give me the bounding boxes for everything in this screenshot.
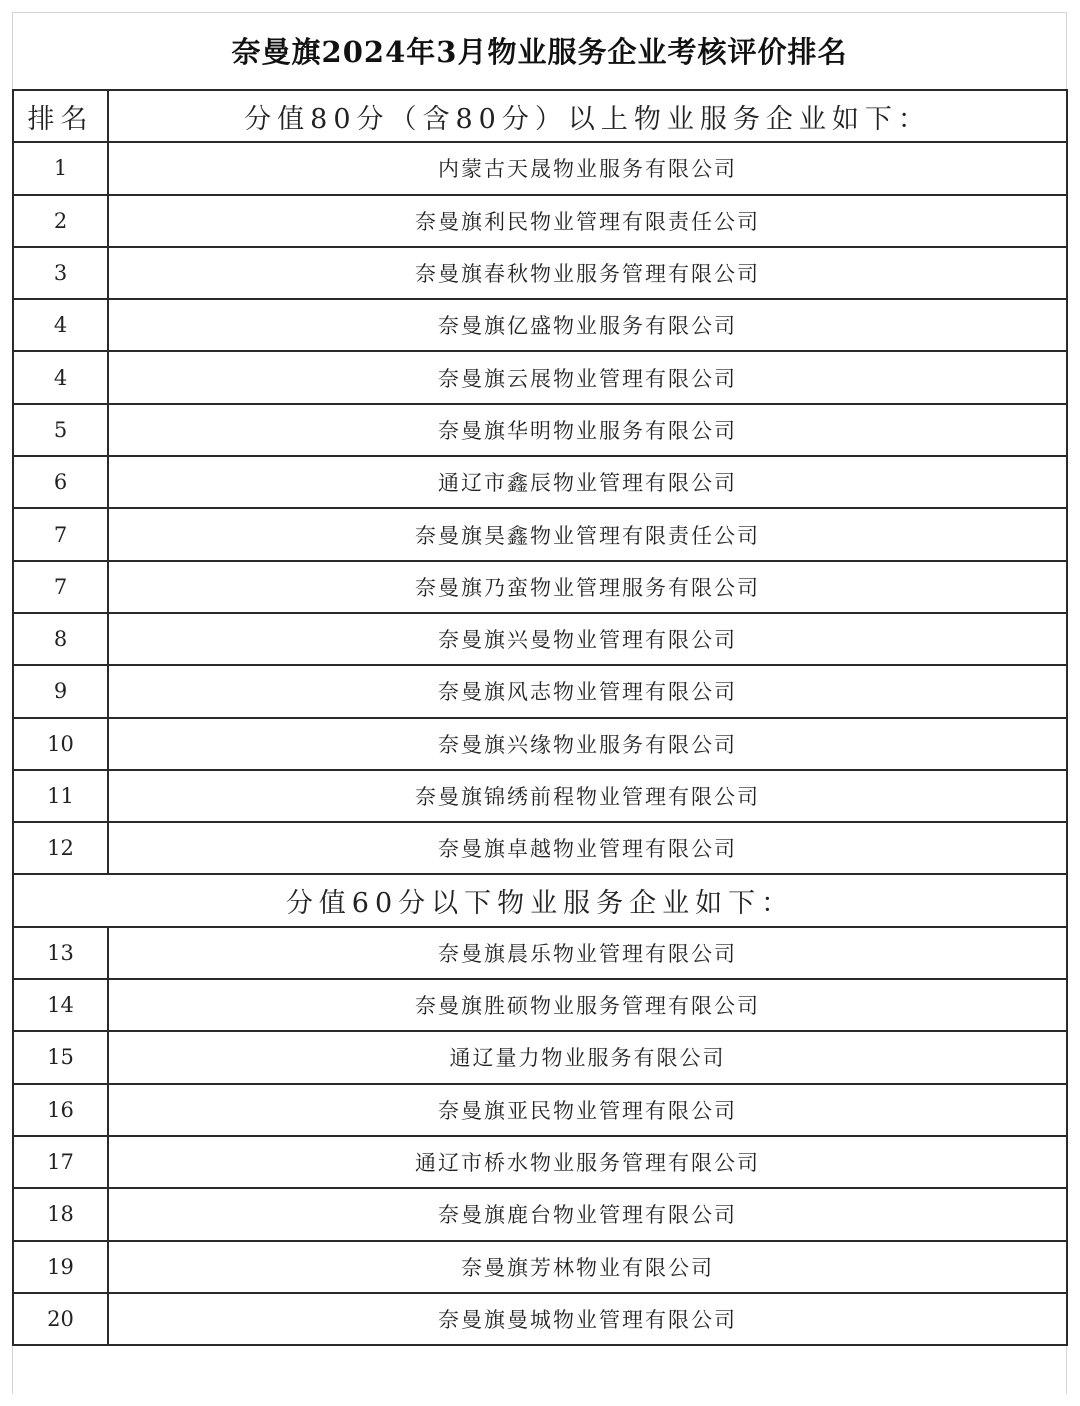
company-name-cell: 奈曼旗兴缘物业服务有限公司 (108, 718, 1067, 770)
table-header-row (13, 90, 1067, 142)
company-name-cell: 奈曼旗华明物业服务有限公司 (108, 404, 1067, 456)
table-row (13, 979, 1067, 1031)
table-row (13, 299, 1067, 351)
rank-cell: 4 (13, 351, 108, 403)
company-name-cell: 奈曼旗乃蛮物业管理服务有限公司 (108, 561, 1067, 613)
table-row (13, 1084, 1067, 1136)
company-name-cell: 内蒙古天晟物业服务有限公司 (108, 142, 1067, 194)
company-name-cell: 奈曼旗芳林物业有限公司 (108, 1241, 1067, 1293)
company-name-cell: 奈曼旗晨乐物业管理有限公司 (108, 927, 1067, 979)
table-row (13, 1241, 1067, 1293)
rank-cell: 4 (13, 299, 108, 351)
rank-cell: 6 (13, 456, 108, 508)
rank-cell: 10 (13, 718, 108, 770)
rank-cell: 7 (13, 561, 108, 613)
rank-cell: 19 (13, 1241, 108, 1293)
rank-cell: 15 (13, 1031, 108, 1083)
company-name-cell: 奈曼旗昊鑫物业管理有限责任公司 (108, 508, 1067, 560)
rank-cell: 16 (13, 1084, 108, 1136)
section2-header-row (13, 874, 1067, 926)
company-name-cell: 奈曼旗春秋物业服务管理有限公司 (108, 247, 1067, 299)
rank-cell: 3 (13, 247, 108, 299)
rank-cell: 1 (13, 142, 108, 194)
ranking-table (12, 89, 1068, 1346)
table-row (13, 195, 1067, 247)
company-name-cell: 奈曼旗鹿台物业管理有限公司 (108, 1188, 1067, 1240)
table-row (13, 927, 1067, 979)
company-name-cell: 奈曼旗风志物业管理有限公司 (108, 665, 1067, 717)
table-row (13, 561, 1067, 613)
company-name-cell: 奈曼旗卓越物业管理有限公司 (108, 822, 1067, 874)
company-name-cell: 奈曼旗利民物业管理有限责任公司 (108, 195, 1067, 247)
table-row (13, 770, 1067, 822)
rank-cell: 11 (13, 770, 108, 822)
table-row (13, 1293, 1067, 1345)
table-row (13, 1188, 1067, 1240)
table-row (13, 456, 1067, 508)
company-name-cell: 通辽市桥水物业服务管理有限公司 (108, 1136, 1067, 1188)
rank-cell: 9 (13, 665, 108, 717)
company-name-cell: 奈曼旗兴曼物业管理有限公司 (108, 613, 1067, 665)
rank-cell: 7 (13, 508, 108, 560)
table-row (13, 613, 1067, 665)
rank-cell: 18 (13, 1188, 108, 1240)
table-row (13, 142, 1067, 194)
table-row (13, 1031, 1067, 1083)
company-name-cell: 通辽市鑫辰物业管理有限公司 (108, 456, 1067, 508)
section2-header: 分值60分以下物业服务企业如下： (13, 874, 1067, 926)
table-row (13, 351, 1067, 403)
rank-cell: 13 (13, 927, 108, 979)
company-name-cell: 奈曼旗曼城物业管理有限公司 (108, 1293, 1067, 1345)
table-row (13, 665, 1067, 717)
table-row (13, 404, 1067, 456)
section1-header: 分值80分（含80分）以上物业服务企业如下： (108, 90, 1067, 142)
page-title: 奈曼旗2024年3月物业服务企业考核评价排名 (231, 35, 848, 69)
rank-cell: 14 (13, 979, 108, 1031)
company-name-cell: 奈曼旗亚民物业管理有限公司 (108, 1084, 1067, 1136)
rank-cell: 8 (13, 613, 108, 665)
rank-cell: 12 (13, 822, 108, 874)
table-row (13, 718, 1067, 770)
table-row (13, 822, 1067, 874)
table-row (13, 508, 1067, 560)
company-name-cell: 奈曼旗亿盛物业服务有限公司 (108, 299, 1067, 351)
rank-cell: 5 (13, 404, 108, 456)
rank-column-header: 排名 (13, 90, 108, 142)
rank-cell: 17 (13, 1136, 108, 1188)
company-name-cell: 奈曼旗云展物业管理有限公司 (108, 351, 1067, 403)
company-name-cell: 奈曼旗胜硕物业服务管理有限公司 (108, 979, 1067, 1031)
rank-cell: 2 (13, 195, 108, 247)
rank-cell: 20 (13, 1293, 108, 1345)
table-row (13, 1136, 1067, 1188)
table-row (13, 247, 1067, 299)
company-name-cell: 通辽量力物业服务有限公司 (108, 1031, 1067, 1083)
company-name-cell: 奈曼旗锦绣前程物业管理有限公司 (108, 770, 1067, 822)
